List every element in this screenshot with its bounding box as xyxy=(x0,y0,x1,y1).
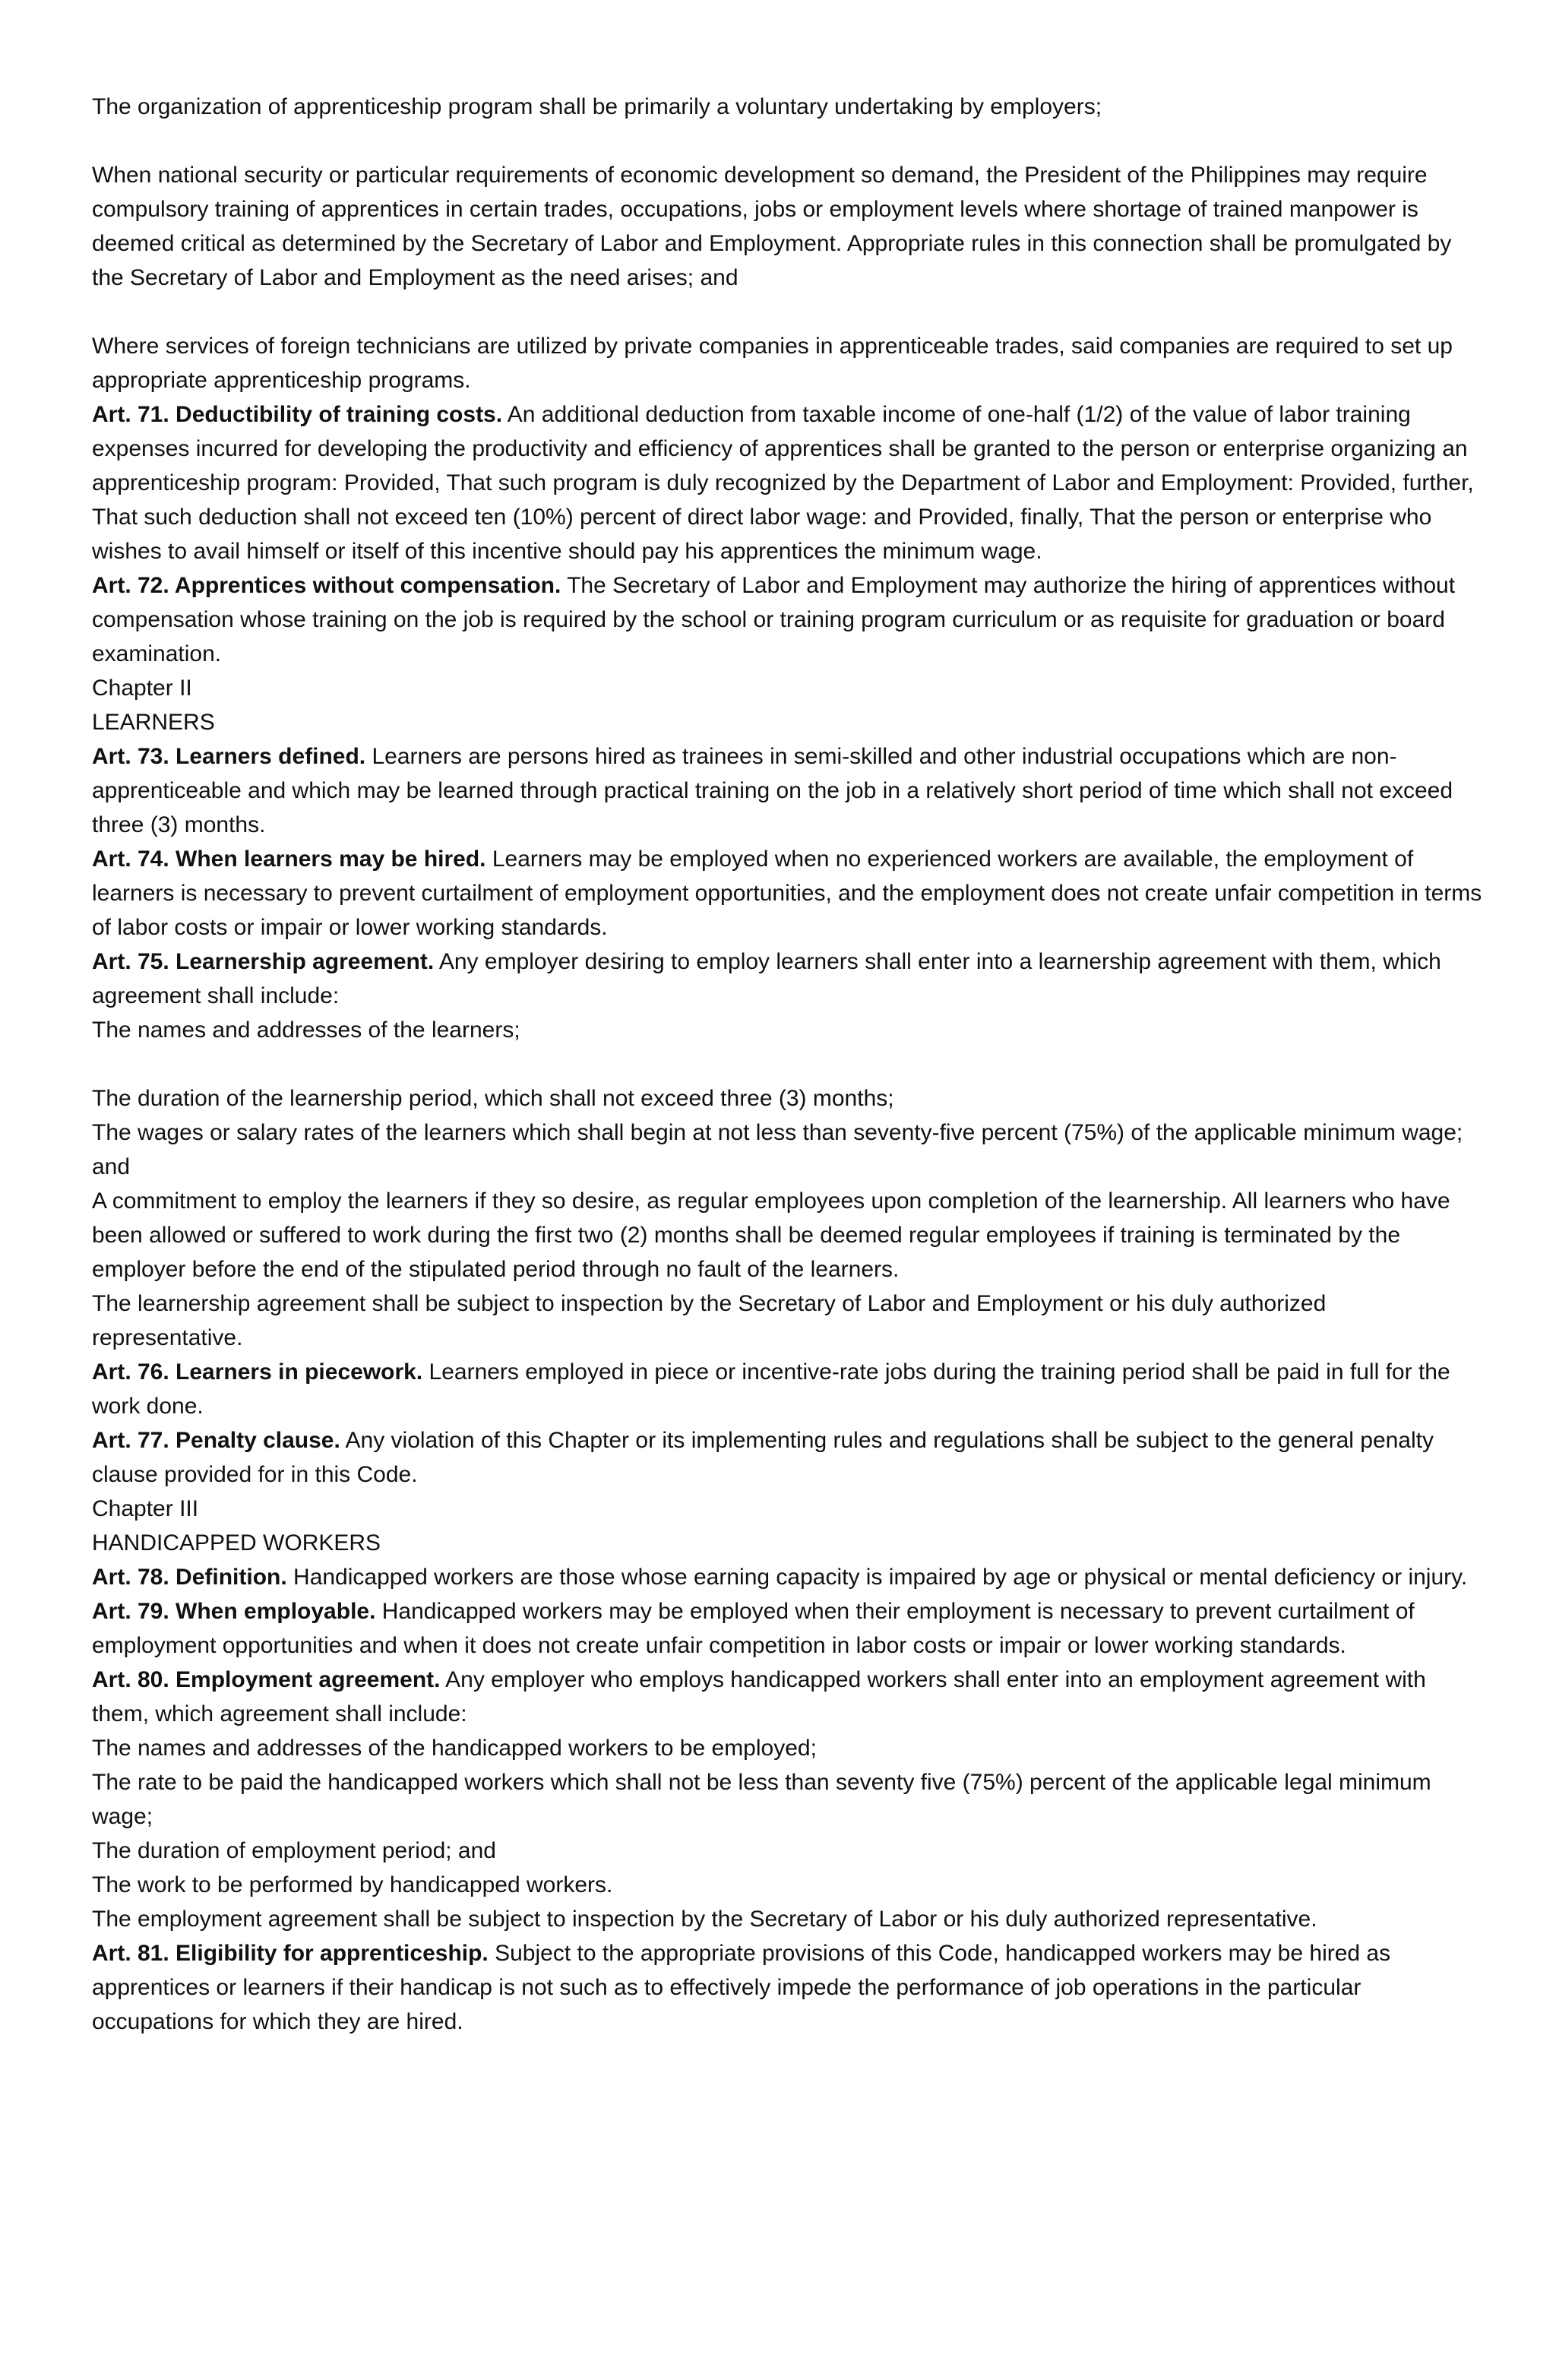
paragraph-text: The Secretary of Labor and Employment may authorize the hiring of apprentices without compensation whose training on the job is required by the school or training program curriculum or as requisite for graduation or board examination. xyxy=(92,573,1456,666)
article-paragraph xyxy=(92,1423,1482,1492)
paragraph-text: Any employer desiring to employ learners shall enter into a learnership agreement with them, which agreement shall include: xyxy=(92,949,1441,1008)
document-body xyxy=(92,90,1482,2039)
paragraph-text: Chapter III xyxy=(92,1496,199,1521)
text-paragraph xyxy=(92,1868,1482,1902)
article-heading: Art. 71. Deductibility of training costs. xyxy=(92,402,503,427)
paragraph-text: Learners may be employed when no experienced workers are available, the employment of learners is necessary to prevent curtailment of employment opportunities, and the employment does not create unfair competition in terms of labor costs or impair or lower working standards. xyxy=(92,847,1482,940)
paragraph-text: Handicapped workers are those whose earning capacity is impaired by age or physical or mental deficiency or injury. xyxy=(286,1565,1468,1590)
text-paragraph xyxy=(92,90,1482,124)
text-paragraph xyxy=(92,671,1482,705)
text-paragraph xyxy=(92,158,1482,295)
text-paragraph xyxy=(92,1834,1482,1868)
paragraph-text: Chapter II xyxy=(92,676,192,701)
article-paragraph xyxy=(92,842,1482,945)
text-paragraph xyxy=(92,1013,1482,1047)
paragraph-text: The rate to be paid the handicapped workers which shall not be less than seventy five (75%) percent of the applicable legal minimum wage; xyxy=(92,1770,1431,1829)
article-heading: Art. 79. When employable. xyxy=(92,1599,376,1624)
article-paragraph xyxy=(92,739,1482,842)
paragraph-text: The learnership agreement shall be subject to inspection by the Secretary of Labor and Employment or his duly authorized representative. xyxy=(92,1291,1327,1350)
text-paragraph xyxy=(92,705,1482,739)
article-heading: Art. 80. Employment agreement. xyxy=(92,1667,441,1692)
article-heading: Art. 76. Learners in piecework. xyxy=(92,1359,423,1385)
paragraph-text: The organization of apprenticeship program shall be primarily a voluntary undertaking by employers; xyxy=(92,94,1102,119)
paragraph-text: The names and addresses of the handicapped workers to be employed; xyxy=(92,1736,817,1761)
article-paragraph xyxy=(92,1560,1482,1594)
text-paragraph xyxy=(92,1731,1482,1765)
article-paragraph xyxy=(92,568,1482,671)
article-heading: Art. 75. Learnership agreement. xyxy=(92,949,435,974)
article-heading: Art. 81. Eligibility for apprenticeship. xyxy=(92,1941,489,1966)
paragraph-text: HANDICAPPED WORKERS xyxy=(92,1530,381,1556)
article-heading: Art. 74. When learners may be hired. xyxy=(92,847,486,872)
text-paragraph xyxy=(92,1287,1482,1355)
paragraph-text: Learners are persons hired as trainees in semi-skilled and other industrial occupations which are non-apprenticeable and which may be learned through practical training on the job in a relatively short period of time which shall not exceed three (3) months. xyxy=(92,744,1453,837)
article-heading: Art. 78. Definition. xyxy=(92,1565,287,1590)
paragraph-text: When national security or particular requirements of economic development so demand, the President of the Philippines may require compulsory training of apprentices in certain trades, occupations, jobs or employment levels where shortage of trained manpower is deemed critical as determined by the Secretary of Labor and Employment. Appropriate rules in this connection shall be promulgated by the Secretary of Labor and Employment as the need arises; and xyxy=(92,163,1452,290)
article-heading: Art. 72. Apprentices without compensation. xyxy=(92,573,561,598)
text-paragraph xyxy=(92,1765,1482,1834)
paragraph-text: LEARNERS xyxy=(92,710,215,735)
text-paragraph xyxy=(92,1492,1482,1526)
paragraph-text: A commitment to employ the learners if they so desire, as regular employees upon completion of the learnership. All learners who have been allowed or suffered to work during the first two (2) months shall be deemed regular employees if training is terminated by the employer before the end of the stipulated period through no fault of the learners. xyxy=(92,1188,1450,1282)
paragraph-text: The duration of employment period; and xyxy=(92,1838,496,1863)
article-paragraph xyxy=(92,1936,1482,2039)
paragraph-text: The work to be performed by handicapped workers. xyxy=(92,1872,613,1897)
paragraph-text: Subject to the appropriate provisions of this Code, handicapped workers may be hired as apprentices or learners if their handicap is not such as to effectively impede the performance of job operations in the particular occupations for which they are hired. xyxy=(92,1941,1391,2034)
paragraph-text: Learners employed in piece or incentive-rate jobs during the training period shall be paid in full for the work done. xyxy=(92,1359,1450,1419)
paragraph-text: The employment agreement shall be subject to inspection by the Secretary of Labor or his duly authorized representative. xyxy=(92,1907,1317,1932)
article-paragraph xyxy=(92,1355,1482,1423)
article-heading: Art. 77. Penalty clause. xyxy=(92,1428,340,1453)
paragraph-text: The wages or salary rates of the learners which shall begin at not less than seventy-five percent (75%) of the applicable minimum wage; and xyxy=(92,1120,1463,1179)
text-paragraph xyxy=(92,329,1482,397)
paragraph-text: The duration of the learnership period, which shall not exceed three (3) months; xyxy=(92,1086,894,1111)
paragraph-text: The names and addresses of the learners; xyxy=(92,1018,520,1043)
text-paragraph xyxy=(92,1081,1482,1116)
text-paragraph xyxy=(92,1902,1482,1936)
paragraph-text: Where services of foreign technicians are utilized by private companies in apprenticeable trades, said companies are required to set up appropriate apprenticeship programs. xyxy=(92,334,1453,393)
paragraph-text: Handicapped workers may be employed when their employment is necessary to prevent curtailment of employment opportunities and when it does not create unfair competition in labor costs or impair or lower working standards. xyxy=(92,1599,1415,1658)
article-paragraph xyxy=(92,1663,1482,1731)
text-paragraph xyxy=(92,1184,1482,1287)
paragraph-text: An additional deduction from taxable income of one-half (1/2) of the value of labor training expenses incurred for developing the productivity and efficiency of apprentices shall be granted to the person or enterprise organizing an apprenticeship program: Provided, That such program is duly recognized by the Department of Labor and Employment: Provided, further, That such deduction shall not exceed ten (10%) percent of direct labor wage: and Provided, finally, That the person or enterprise who wishes to avail himself or itself of this incentive should pay his apprentices the minimum wage. xyxy=(92,402,1474,564)
paragraph-text: Any violation of this Chapter or its implementing rules and regulations shall be subject to the general penalty clause provided for in this Code. xyxy=(92,1428,1434,1487)
article-heading: Art. 73. Learners defined. xyxy=(92,744,366,769)
article-paragraph xyxy=(92,1594,1482,1663)
article-paragraph xyxy=(92,945,1482,1013)
article-paragraph xyxy=(92,397,1482,568)
text-paragraph xyxy=(92,1526,1482,1560)
paragraph-text: Any employer who employs handicapped workers shall enter into an employment agreement with them, which agreement shall include: xyxy=(92,1667,1426,1726)
text-paragraph xyxy=(92,1116,1482,1184)
